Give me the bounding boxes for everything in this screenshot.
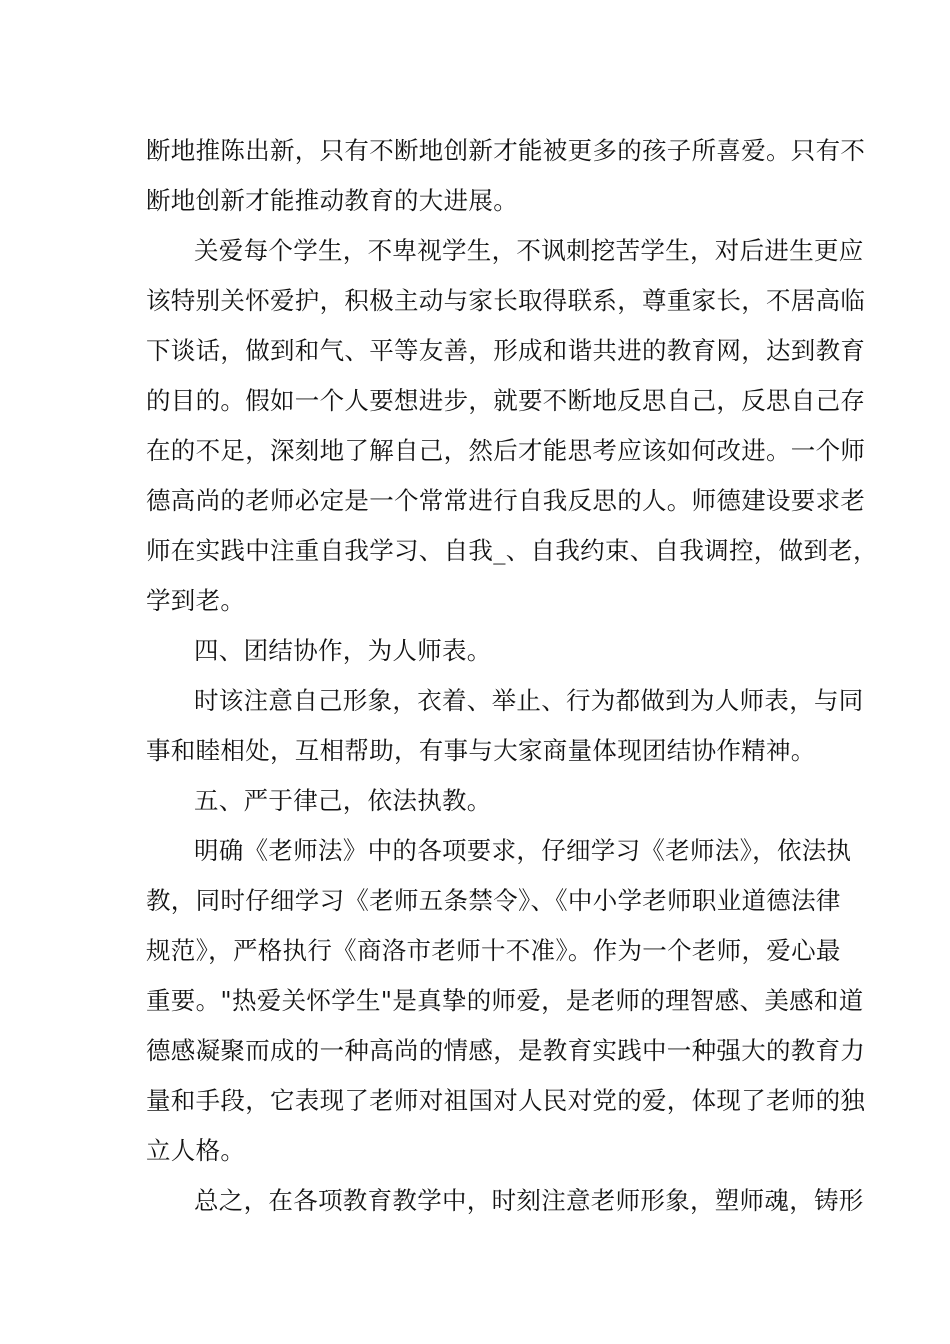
paragraph-first-line: 关爱每个学生，不卑视学生，不讽刺挖苦学生，对后进生更应 (194, 236, 864, 265)
section-heading: 四、团结协作，为人师表。 (194, 636, 492, 665)
text-line: 德高尚的老师必定是一个常常进行自我反思的人。师德建设要求老 (146, 486, 866, 515)
text-line: 德感凝聚而成的一种高尚的情感，是教育实践中一种强大的教育力 (146, 1036, 866, 1065)
paragraph-first-line: 明确《老师法》中的各项要求，仔细学习《老师法》，依法执 (194, 836, 852, 865)
text-line: 规范》，严格执行《商洛市老师十不准》。作为一个老师，爱心最 (146, 936, 841, 965)
text-line: 断地推陈出新，只有不断地创新才能被更多的孩子所喜爱。只有不 (146, 136, 866, 165)
text-line: 学到老。 (146, 586, 246, 615)
text-line: 的目的。假如一个人要想进步，就要不断地反思自己，反思自己存 (146, 386, 866, 415)
text-line: 师在实践中注重自我学习、自我_、自我约束、自我调控，做到老， (146, 536, 878, 565)
text-line: 教，同时仔细学习《老师五条禁令》、《中小学老师职业道德法律 (146, 886, 841, 915)
text-line: 该特别关怀爱护，积极主动与家长取得联系，尊重家长，不居高临 (146, 286, 866, 315)
text-line: 重要。"热爱关怀学生"是真挚的师爱，是老师的理智感、美感和道 (146, 986, 864, 1015)
paragraph-first-line: 总之，在各项教育教学中，时刻注意老师形象，塑师魂，铸形 (194, 1186, 864, 1215)
text-line: 断地创新才能推动教育的大进展。 (146, 186, 518, 215)
text-line: 立人格。 (146, 1136, 246, 1165)
section-heading: 五、严于律己，依法执教。 (194, 786, 492, 815)
text-line: 下谈话，做到和气、平等友善，形成和谐共进的教育网，达到教育 (146, 336, 866, 365)
paragraph-first-line: 时该注意自己形象，衣着、举止、行为都做到为人师表，与同 (194, 686, 864, 715)
text-line: 量和手段，它表现了老师对祖国对人民对党的爱，体现了老师的独 (146, 1086, 866, 1115)
text-line: 事和睦相处，互相帮助，有事与大家商量体现团结协作精神。 (146, 736, 816, 765)
text-line: 在的不足，深刻地了解自己，然后才能思考应该如何改进。一个师 (146, 436, 866, 465)
